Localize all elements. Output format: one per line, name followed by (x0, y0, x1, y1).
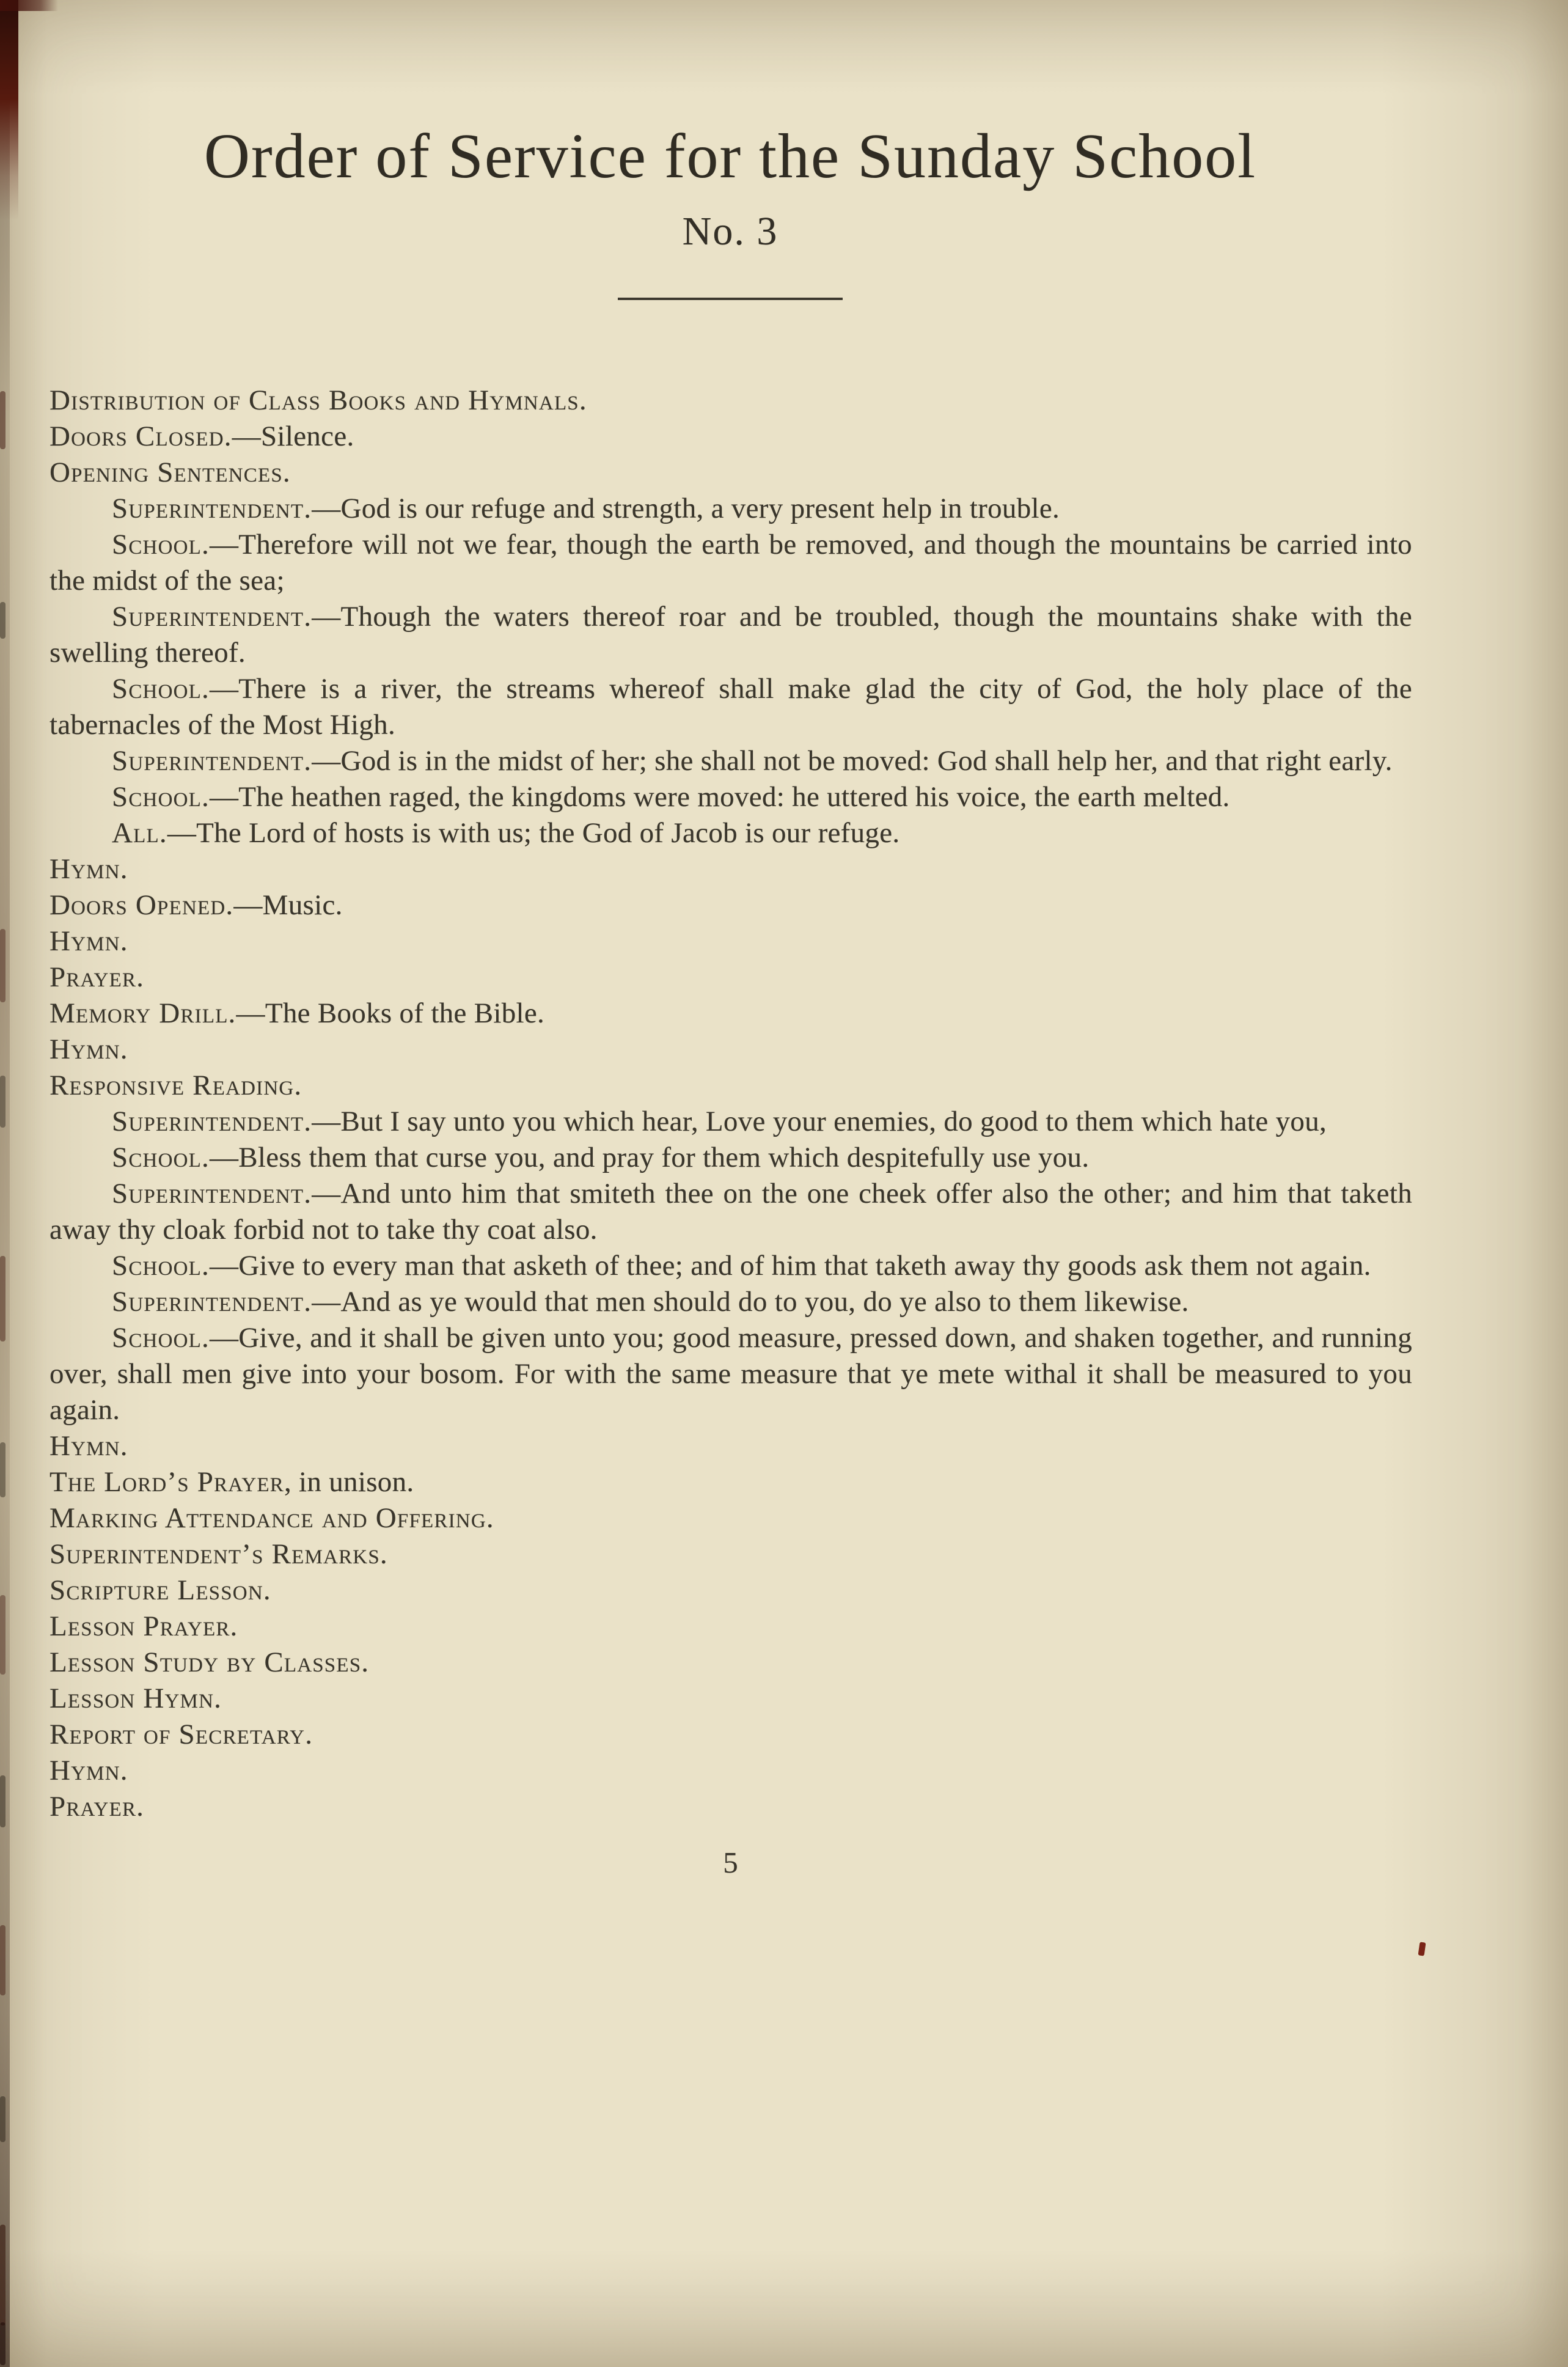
small-caps-text: All. (112, 817, 167, 849)
plain-text: , in unison. (284, 1466, 414, 1498)
small-caps-text: School. (112, 529, 210, 560)
order-line (49, 1645, 1412, 1681)
plain-text: —Though the waters thereof roar and be troubled, though the mountains shake with the swelling thereof. (49, 601, 1412, 669)
small-caps-text: School. (112, 1322, 210, 1354)
order-line (49, 1068, 1412, 1104)
plain-text: —God is in the midst of her; she shall not be moved: God shall help her, and that right early. (312, 745, 1393, 777)
responsive-paragraph (49, 743, 1412, 779)
small-caps-text: Hymn. (49, 925, 128, 957)
small-caps-text: Superintendent. (112, 745, 312, 777)
plain-text: —Give to every man that asketh of thee; and of him that taketh away thy goods ask them not again. (209, 1250, 1371, 1282)
responsive-paragraph (49, 1176, 1412, 1248)
plain-text: —Silence. (232, 420, 354, 452)
binding-mark (0, 1925, 5, 1995)
order-line (49, 1681, 1412, 1717)
plain-text: —Music. (233, 889, 343, 921)
binding-mark (0, 1595, 5, 1675)
binding-mark (0, 391, 5, 449)
order-line (49, 1464, 1412, 1500)
responsive-paragraph (49, 599, 1412, 671)
small-caps-text: Prayer. (49, 961, 145, 993)
order-line (49, 455, 1412, 491)
binding-mark (0, 1256, 5, 1341)
small-caps-text: Report of Secretary. (49, 1719, 313, 1750)
responsive-paragraph (49, 779, 1412, 815)
order-line (49, 923, 1412, 960)
small-caps-text: Hymn. (49, 853, 128, 885)
page-body (49, 383, 1412, 1881)
divider-rule (618, 298, 843, 300)
responsive-paragraph (49, 491, 1412, 527)
small-caps-text: Superintendent. (112, 493, 312, 524)
small-caps-text: Lesson Hymn. (49, 1683, 222, 1714)
small-caps-text: Lesson Study by Classes. (49, 1646, 370, 1678)
order-line (49, 419, 1412, 455)
responsive-paragraph (49, 1284, 1412, 1320)
page-title: Order of Service for the Sunday School (203, 121, 1257, 191)
order-line (49, 1572, 1412, 1609)
small-caps-text: School. (112, 1142, 210, 1173)
responsive-paragraph (49, 1140, 1412, 1176)
order-line (49, 1032, 1412, 1068)
small-caps-text: The Lord’s Prayer (49, 1466, 284, 1498)
small-caps-text: Superintendent. (112, 601, 312, 633)
plain-text: —The Books of the Bible. (236, 997, 545, 1029)
small-caps-text: Hymn. (49, 1755, 128, 1786)
small-caps-text: Opening Sentences. (49, 457, 291, 488)
binding-mark (0, 1076, 5, 1128)
small-caps-text: Lesson Prayer. (49, 1610, 238, 1642)
small-caps-text: Scripture Lesson. (49, 1574, 271, 1606)
small-caps-text: Superintendent. (112, 1178, 312, 1209)
order-line (49, 1609, 1412, 1645)
responsive-paragraph (49, 671, 1412, 743)
small-caps-text: Doors Opened. (49, 889, 234, 921)
small-caps-text: Hymn. (49, 1430, 128, 1462)
plain-text: —Bless them that curse you, and pray for them which despitefully use you. (209, 1142, 1090, 1173)
order-line (49, 960, 1412, 996)
small-caps-text: School. (112, 1250, 210, 1282)
order-line (49, 887, 1412, 923)
responsive-paragraph (49, 1104, 1412, 1140)
page-number: 5 (723, 1846, 739, 1879)
responsive-paragraph (49, 815, 1412, 851)
plain-text: —There is a river, the streams whereof shall make glad the city of God, the holy place of the tabernacles of the Most High. (49, 673, 1412, 741)
binding-mark (0, 2322, 5, 2365)
small-caps-text: School. (112, 781, 210, 813)
small-caps-text: Distribution of Class Books and Hymnals. (49, 384, 587, 416)
small-caps-text: Superintendent. (112, 1286, 312, 1318)
ink-speck-artifact (1418, 1942, 1426, 1956)
small-caps-text: Hymn. (49, 1033, 128, 1065)
binding-corner-artifact (0, 0, 18, 220)
plain-text: —The Lord of hosts is with us; the God of Jacob is our refuge. (167, 817, 900, 849)
order-line (49, 383, 1412, 419)
small-caps-text: Memory Drill. (49, 997, 236, 1029)
binding-edge-shadow (0, 0, 10, 2367)
order-line (49, 1789, 1412, 1825)
small-caps-text: Doors Closed. (49, 420, 232, 452)
binding-mark (0, 2225, 5, 2325)
small-caps-text: Marking Attendance and Offering. (49, 1502, 494, 1534)
order-line (49, 1753, 1412, 1789)
small-caps-text: Superintendent. (112, 1106, 312, 1137)
plain-text: —And as ye would that men should do to you, do ye also to them likewise. (312, 1286, 1189, 1318)
plain-text: —The heathen raged, the kingdoms were moved: he uttered his voice, the earth melted. (209, 781, 1230, 813)
small-caps-text: Superintendent’s Remarks. (49, 1538, 388, 1570)
order-line (49, 1717, 1412, 1753)
binding-mark (0, 2096, 5, 2142)
plain-text: —Give, and it shall be given unto you; good measure, pressed down, and shaken together, and running over, shall men give into your bosom. For with the same measure that ye mete withal it shall be measured to you again. (49, 1322, 1412, 1426)
plain-text: —Therefore will not we fear, though the earth be removed, and though the mountains be carried into the midst of the sea; (49, 529, 1412, 596)
responsive-paragraph (49, 1320, 1412, 1428)
order-of-service-list (49, 383, 1412, 1825)
page-header (49, 0, 1411, 300)
responsive-paragraph (49, 1248, 1412, 1284)
binding-mark (0, 1775, 5, 1827)
order-line (49, 996, 1412, 1032)
order-line (49, 851, 1412, 887)
page-subtitle: No. 3 (682, 209, 779, 254)
binding-mark (0, 1442, 5, 1497)
plain-text: —And unto him that smiteth thee on the one cheek offer also the other; and him that taketh away thy cloak forbid not to take thy coat also. (49, 1178, 1412, 1246)
small-caps-text: School. (112, 673, 210, 705)
binding-mark (0, 602, 5, 639)
small-caps-text: Prayer. (49, 1791, 145, 1822)
order-line (49, 1428, 1412, 1464)
order-line (49, 1500, 1412, 1536)
binding-mark (0, 929, 5, 1002)
plain-text: —But I say unto you which hear, Love your enemies, do good to them which hate you, (312, 1106, 1327, 1137)
order-line (49, 1536, 1412, 1572)
small-caps-text: Responsive Reading. (49, 1070, 302, 1101)
responsive-paragraph (49, 527, 1412, 599)
plain-text: —God is our refuge and strength, a very present help in trouble. (312, 493, 1060, 524)
